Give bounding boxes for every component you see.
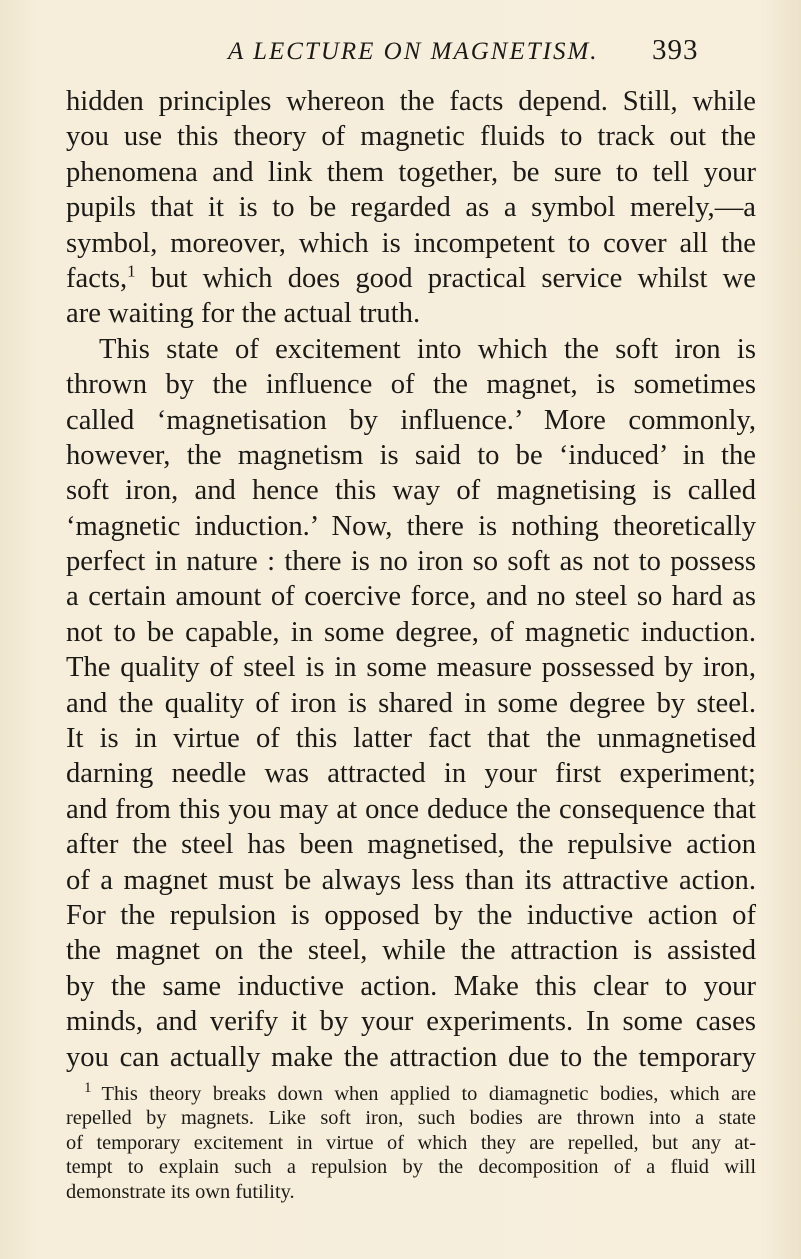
text-line: perfect in nature : there is no iron so soft as not to possess [66,546,756,578]
facts-word: facts, [66,262,128,294]
text-line-remainder: but which does good practical service whilst we [150,262,756,294]
text-line: you can actually make the attraction due to the temporary [66,1041,756,1073]
page-number: 393 [652,34,699,66]
text-line-with-footnote-ref [66,261,756,296]
body-text [66,84,756,1075]
footnote-line: of temporary excitement in virtue of which they are repelled, but any at- [66,1131,756,1154]
page-header [0,34,801,74]
text-line: ‘magnetic induction.’ Now, there is nothing theoretically [66,510,756,542]
text-line: the magnet on the steel, while the attraction is assisted [66,935,756,967]
text-line: minds, and verify it by your experiments. In some cases [66,1006,756,1038]
footnote-reference: 1 [127,261,136,281]
footnote-marker: 1 [84,1080,92,1097]
text-line: however, the magnetism is said to be ‘induced’ in the [66,439,756,471]
text-line: pupils that it is to be regarded as a symbol merely,—a [66,192,756,224]
text-line: soft iron, and hence this way of magnetising is called [66,475,756,507]
text-line: called ‘magnetisation by influence.’ More commonly, [66,404,756,436]
text-line: hidden principles whereon the facts depend. Still, while [66,86,756,117]
text-line: It is in virtue of this latter fact that the unmagnetised [66,723,756,755]
running-title: A LECTURE ON MAGNETISM. [228,38,599,65]
footnote-line: demonstrate its own futility. [66,1180,295,1203]
text-line: and from this you may at once deduce the consequence that [66,793,756,825]
text-line: a certain amount of coercive force, and no steel so hard as [66,581,756,613]
footnote-line: repelled by magnets. Like soft iron, such bodies are thrown into a state [66,1107,756,1130]
text-line: darning needle was attracted in your first experiment; [66,758,756,790]
text-line: after the steel has been magnetised, the repulsive action [66,829,756,861]
text-line: are waiting for the actual truth. [66,298,421,330]
text-line: by the same inductive action. Make this clear to your [66,970,756,1002]
footnote-text: This theory breaks down when applied to diamagnetic bodies, which are [101,1083,756,1105]
text-line: For the repulsion is opposed by the inductive action of [66,899,756,931]
footnote-line: tempt to explain such a repulsion by the decomposition of a fluid will [66,1156,756,1179]
text-line: you use this theory of magnetic fluids to track out the [66,121,756,153]
text-line: thrown by the influence of the magnet, is sometimes [66,369,756,401]
text-line: not to be capable, in some degree, of magnetic induction. [66,616,756,648]
footnote [66,1082,756,1204]
text-line: of a magnet must be always less than its attractive action. [66,864,756,896]
text-line: phenomena and link them together, be sure to tell your [66,156,756,188]
text-line: The quality of steel is in some measure possessed by iron, [66,652,756,684]
text-line: symbol, moreover, which is incompetent to cover all the [66,227,756,259]
paragraph-start-line: This state of excitement into which the soft iron is [99,333,756,365]
footnote-line [66,1082,756,1106]
text-line: and the quality of iron is shared in some degree by steel. [66,687,756,719]
